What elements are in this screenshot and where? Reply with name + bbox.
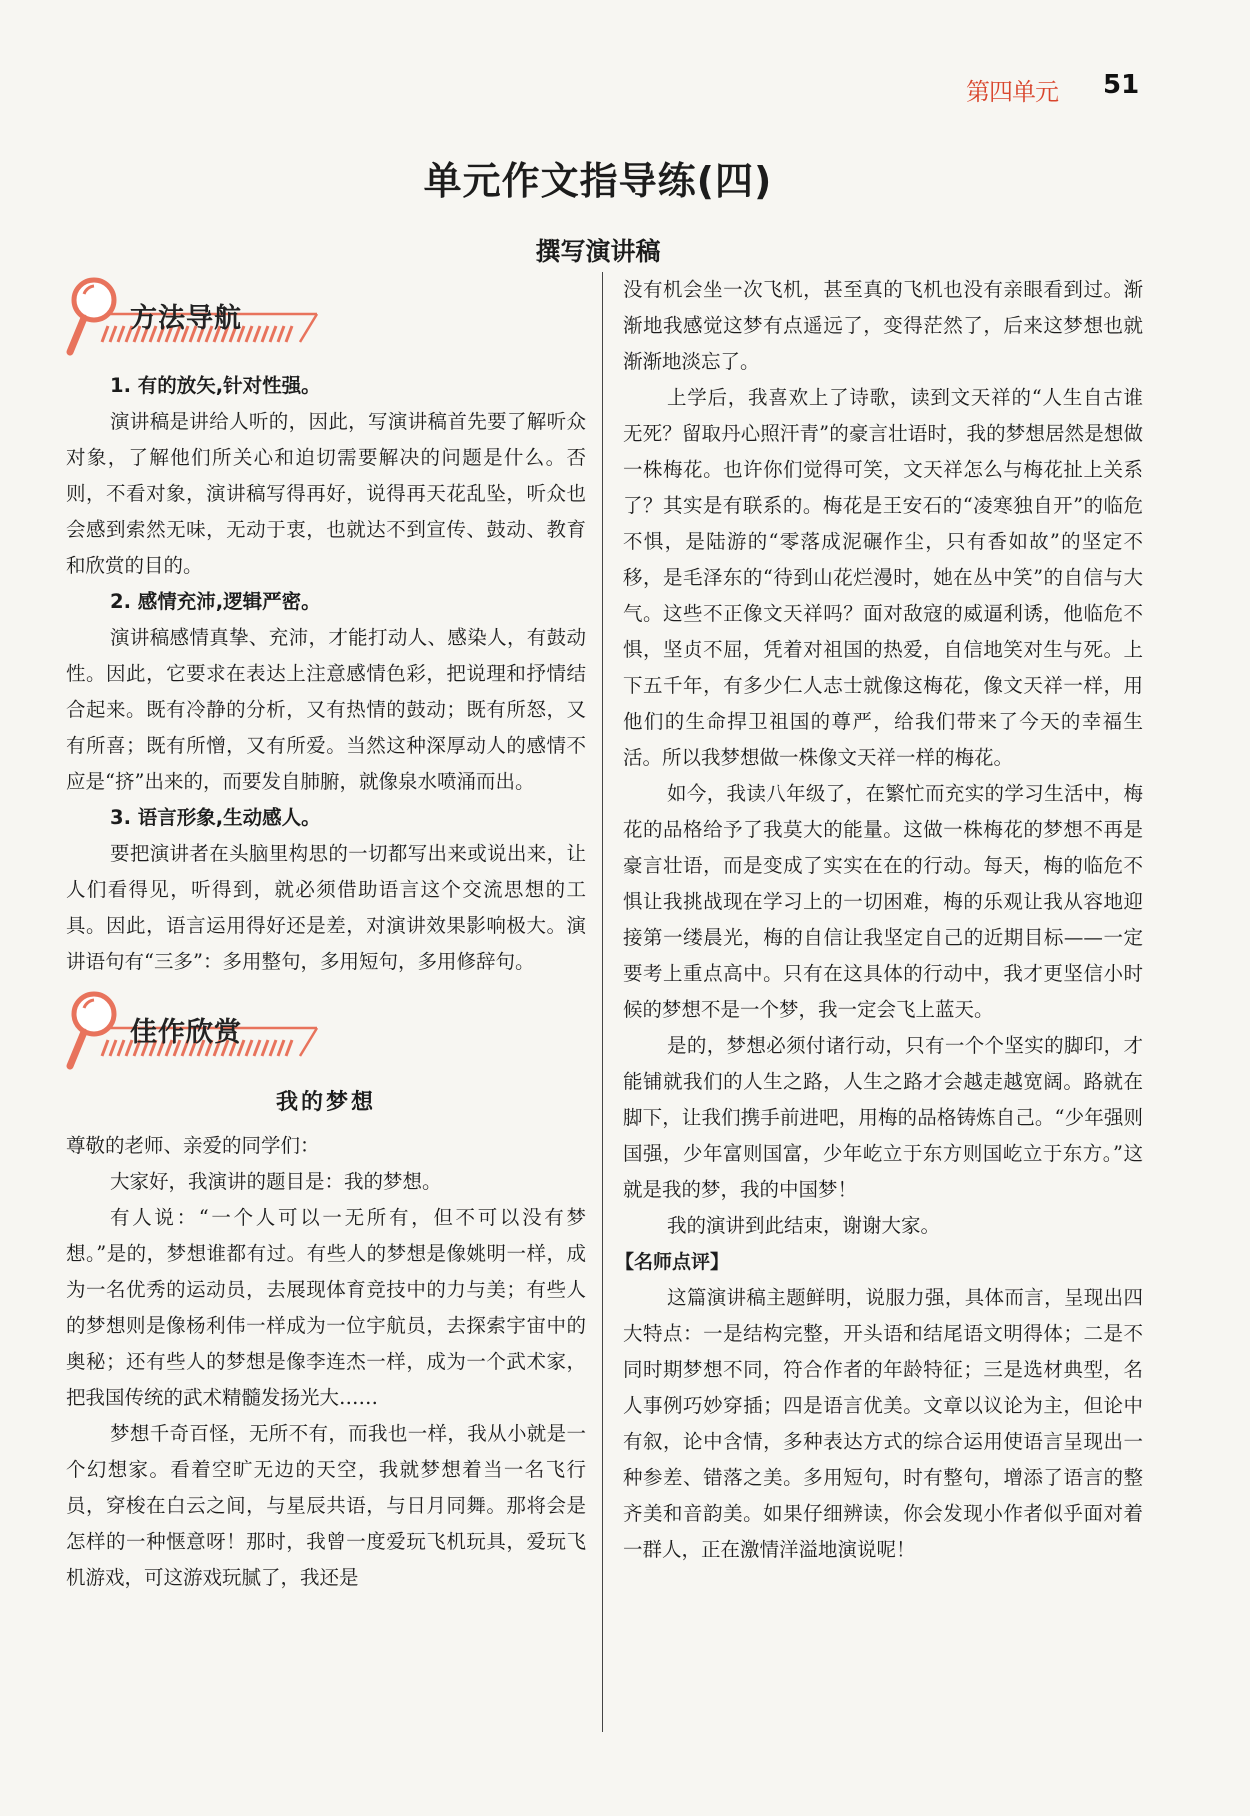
essay-paragraph: 大家好，我演讲的题目是：我的梦想。 [110, 1170, 442, 1193]
essay-title: 我的梦想 [275, 1089, 376, 1115]
method-text-2: 演讲稿感情真挚、充沛，才能打动人、感染人，有鼓动性。因此，它要求在表达上注意感情色彩，把说理和抒情结合起来。既有冷静的分析，又有热情的鼓动；既有所怒，又有所喜；既有所憎，又有所爱。当然这种深厚动人的感情不应是“挤”出来的，而要发自肺腑，就像泉水喷涌而出。 [66, 626, 586, 793]
method-heading-3: 3. 语言形象,生动感人。 [110, 806, 321, 829]
page-subtitle: 撰写演讲稿 [535, 237, 661, 266]
essay-paragraph: 是的，梦想必须付诸行动，只有一个个坚实的脚印，才能铺就我们的人生之路，人生之路才会越走越宽阔。路就在脚下，让我们携手前进吧，用梅的品格铸炼自己。“少年强则国强，少年富则国富，少年屹立于东方则国屹立于东方。”这就是我的梦，我的中国梦！ [623, 1034, 1143, 1201]
page-title: 单元作文指导练(四) [423, 159, 773, 203]
method-heading-2: 2. 感情充沛,逻辑严密。 [110, 590, 321, 613]
column-divider [602, 272, 603, 1732]
method-heading-1: 1. 有的放矢,针对性强。 [110, 374, 321, 397]
essay-paragraph-continued: 没有机会坐一次飞机，甚至真的飞机也没有亲眼看到过。渐渐地我感觉这梦有点遥远了，变得茫然了，后来这梦想也就渐渐地淡忘了。 [623, 278, 1143, 373]
method-text-3: 要把演讲者在头脑里构思的一切都写出来或说出来，让人们看得见，听得到，就必须借助语言这个交流思想的工具。因此，语言运用得好还是差，对演讲效果影响极大。演讲语句有“三多”：多用整句，多用短句，多用修辞句。 [66, 842, 586, 973]
essay-paragraph: 如今，我读八年级了，在繁忙而充实的学习生活中，梅花的品格给予了我莫大的能量。这做一株梅花的梦想不再是豪言壮语，而是变成了实实在在的行动。每天，梅的临危不惧让我挑战现在学习上的一切困难，梅的乐观让我从容地迎接第一缕晨光，梅的自信让我坚定自己的近期目标——一定要考上重点高中。只有在这具体的行动中，我才更坚信小时候的梦想不是一个梦，我一定会飞上蓝天。 [623, 782, 1143, 1021]
essay-paragraph: 梦想千奇百怪，无所不有，而我也一样，我从小就是一个幻想家。看着空旷无边的天空，我就梦想着当一名飞行员，穿梭在白云之间，与星辰共语，与日月同舞。那将会是怎样的一种惬意呀！那时，我曾一度爱玩飞机玩具，爱玩飞机游戏，可这游戏玩腻了，我还是 [66, 1422, 586, 1589]
right-column [615, 272, 1143, 1568]
page-number: 51 [1103, 70, 1140, 100]
method-banner-title: 方法导航 [130, 303, 242, 334]
method-text-1: 演讲稿是讲给人听的，因此，写演讲稿首先要了解听众对象，了解他们所关心和迫切需要解决的问题是什么。否则，不看对象，演讲稿写得再好，说得再天花乱坠，听众也会感到索然无味，无动于衷，也就达不到宣传、鼓动、教育和欣赏的目的。 [66, 410, 586, 577]
sample-banner-title: 佳作欣赏 [130, 1017, 242, 1048]
teacher-comment: 这篇演讲稿主题鲜明，说服力强，具体而言，呈现出四大特点：一是结构完整，开头语和结尾语文明得体；二是不同时期梦想不同，符合作者的年龄特征；三是选材典型，名人事例巧妙穿插；四是语言优美。文章以议论为主，但论中有叙，论中含情，多种表达方式的综合运用使语言呈现出一种参差、错落之美。多用短句，时有整句，增添了语言的整齐美和音韵美。如果仔细辨读，你会发现小作者似乎面对着一群人，正在激情洋溢地演说呢！ [623, 1286, 1143, 1561]
header-unit: 第四单元 [966, 78, 1058, 106]
method-banner [66, 272, 586, 364]
essay-paragraph: 有人说：“一个人可以一无所有，但不可以没有梦想。”是的，梦想谁都有过。有些人的梦想是像姚明一样，成为一名优秀的运动员，去展现体育竞技中的力与美；有些人的梦想则是像杨利伟一样成为一位宇航员，去探索宇宙中的奥秘；还有些人的梦想是像李连杰一样，成为一个武术家，把我国传统的武术精髓发扬光大…… [66, 1206, 586, 1409]
teacher-comment-label: 【名师点评】 [615, 1251, 730, 1273]
sample-banner [66, 986, 586, 1078]
essay-paragraph: 我的演讲到此结束，谢谢大家。 [667, 1214, 941, 1237]
essay-salutation: 尊敬的老师、亲爱的同学们： [66, 1134, 320, 1157]
left-column [66, 272, 586, 1596]
essay-paragraph: 上学后，我喜欢上了诗歌，读到文天祥的“人生自古谁无死？留取丹心照汗青”的豪言壮语时，我的梦想居然是想做一株梅花。也许你们觉得可笑，文天祥怎么与梅花扯上关系了？其实是有联系的。梅花是王安石的“凌寒独自开”的临危不惧，是陆游的“零落成泥碾作尘，只有香如故”的坚定不移，是毛泽东的“待到山花烂漫时，她在丛中笑”的自信与大气。这些不正像文天祥吗？面对敌寇的威逼利诱，他临危不惧，坚贞不屈，凭着对祖国的热爱，自信地笑对生与死。上下五千年，有多少仁人志士就像这梅花，像文天祥一样，用他们的生命捍卫祖国的尊严，给我们带来了今天的幸福生活。所以我梦想做一株像文天祥一样的梅花。 [623, 386, 1143, 769]
